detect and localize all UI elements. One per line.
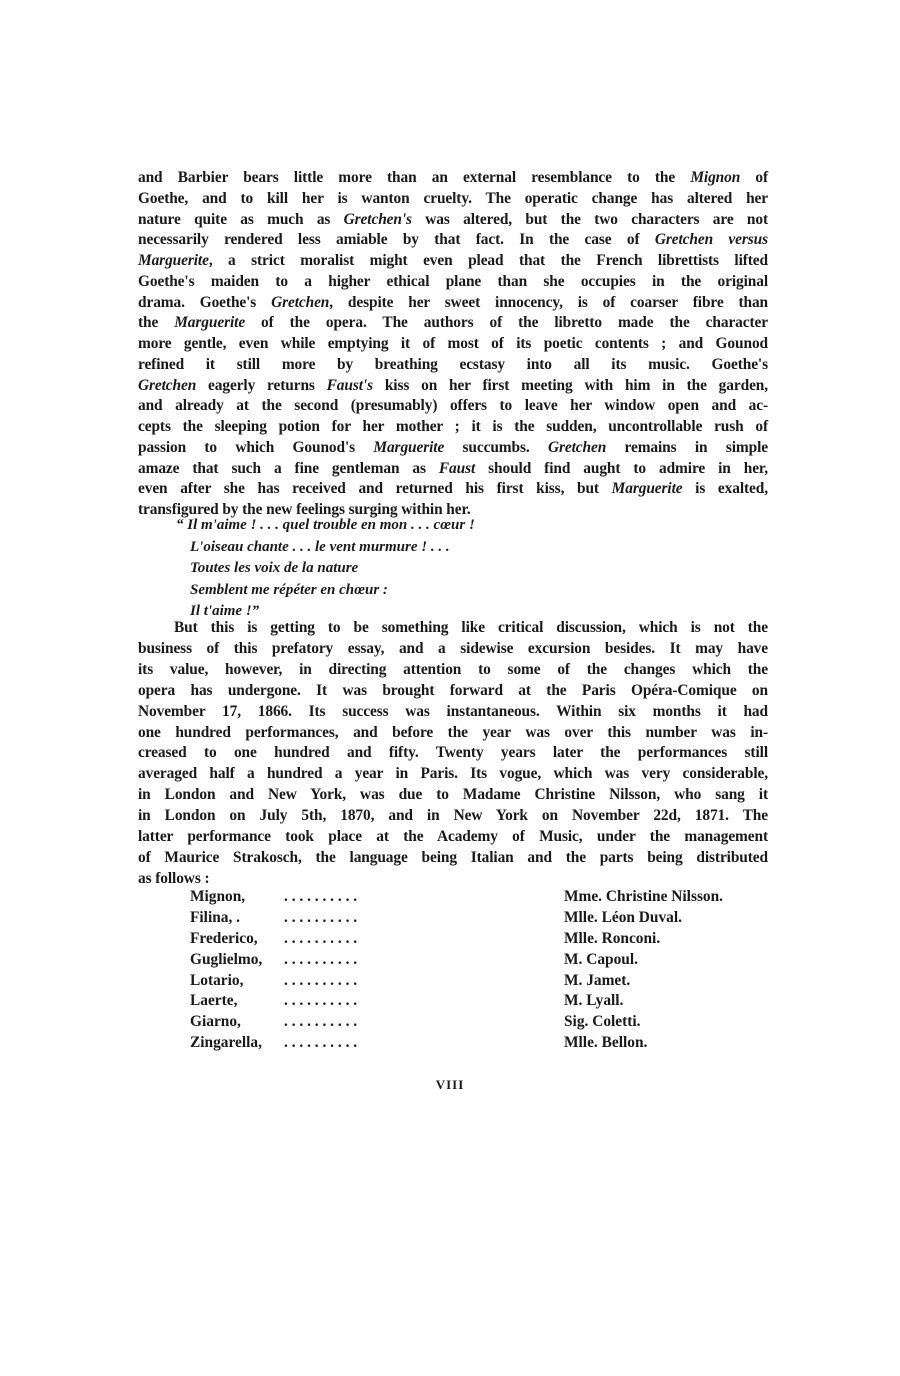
cast-singer: Mme. Christine Nilsson. [564, 888, 724, 905]
text-line: nature quite as much as Gretchen's was altered, but the two characters are not [138, 210, 768, 228]
dot-leader: . . . . . . . . . . [284, 950, 358, 968]
text-line: and already at the second (presumably) offers to leave her window open and ac- [138, 397, 768, 415]
text-line: even after she has received and returned his first kiss, but Marguerite is exalted, [138, 480, 768, 498]
cast-singer: M. Lyall. [564, 992, 624, 1010]
text-line: passion to which Gounod's Marguerite succumbs. Gretchen remains in simple [138, 438, 768, 456]
text-line: of Maurice Strakosch, the language being Italian and the parts being distributed [138, 848, 768, 866]
cast-singer: Mlle. Léon Duval. [564, 908, 682, 926]
text-line: in London and New York, was due to Madame Christine Nilsson, who sang it [138, 786, 768, 804]
quoted-verse [176, 515, 475, 623]
cast-role: Lotario, [190, 971, 244, 989]
cast-role: Mignon, [190, 888, 246, 905]
cast-singer: M. Jamet. [564, 971, 631, 989]
cast-row [190, 950, 780, 971]
cast-row [190, 887, 780, 908]
verse-line: Semblent me répéter en chœur : [190, 581, 388, 598]
text-line: transfigured by the new feelings surging within her. [138, 501, 471, 518]
essay-paragraph-2 [138, 618, 768, 890]
cast-singer: Mlle. Ronconi. [564, 929, 661, 947]
cast-row [190, 1033, 780, 1054]
cast-list [190, 887, 780, 1054]
verse-line: Toutes les voix de la nature [190, 560, 359, 576]
text-line: Goethe's maiden to a higher ethical plane than she occupies in the original [138, 272, 768, 290]
text-line: in London on July 5th, 1870, and in New York on November 22d, 1871. The [138, 807, 768, 825]
text-line: But this is getting to be something like critical discussion, which is not the [174, 619, 768, 636]
verse-line: L'oiseau chante . . . le vent murmure ! . . . [190, 538, 450, 555]
text-line: opera has undergone. It was brought forward at the Paris Opéra-Comique on [138, 681, 768, 699]
text-line: amaze that such a fine gentleman as Faust should find aught to admire in her, [138, 459, 768, 477]
dot-leader: . . . . . . . . . . [284, 992, 358, 1010]
cast-row [190, 991, 780, 1012]
cast-row [190, 929, 780, 950]
cast-role: Guglielmo, [190, 950, 263, 968]
text-line: November 17, 1866. Its success was instantaneous. Within six months it had [138, 702, 768, 720]
cast-row [190, 971, 780, 992]
text-line: creased to one hundred and fifty. Twenty years later the performances still [138, 744, 768, 762]
essay-paragraph-1 [138, 168, 768, 521]
dot-leader: . . . . . . . . . . [284, 908, 358, 926]
text-line: one hundred performances, and before the year was over this number was in- [138, 723, 768, 741]
dot-leader: . . . . . . . . . . [284, 971, 358, 989]
text-line: more gentle, even while emptying it of most of its poetic contents ; and Gounod [138, 335, 768, 352]
cast-row [190, 1012, 780, 1033]
cast-singer: Sig. Coletti. [564, 1013, 641, 1031]
text-line: Gretchen eagerly returns Faust's kiss on her first meeting with him in the garden, [138, 376, 769, 394]
dot-leader: . . . . . . . . . . [284, 929, 358, 947]
text-line: latter performance took place at the Academy of Music, under the management [138, 828, 768, 846]
cast-role: Giarno, [190, 1013, 241, 1031]
text-line: necessarily rendered less amiable by that fact. In the case of Gretchen versus [138, 231, 768, 249]
cast-role: Frederico, [190, 929, 258, 947]
text-line: its value, however, in directing attention to some of the changes which the [138, 660, 768, 678]
cast-singer: Mlle. Bellon. [564, 1034, 648, 1052]
text-line: Goethe, and to kill her is wanton cruelty. The operatic change has altered her [138, 189, 768, 207]
dot-leader: . . . . . . . . . . [284, 888, 358, 905]
verse-line: Il t'aime !” [190, 603, 260, 619]
text-line: as follows : [138, 869, 210, 887]
text-line: cepts the sleeping potion for her mother ; it is the sudden, uncontrollable rush of [138, 418, 768, 435]
text-line: and Barbier bears little more than an external resemblance to the Mignon of [138, 169, 768, 186]
text-line: the Marguerite of the opera. The authors of the libretto made the character [138, 314, 768, 332]
text-line: Marguerite, a strict moralist might even plead that the French librettists lifted [138, 252, 768, 269]
text-line: drama. Goethe's Gretchen, despite her sweet innocency, is of coarser fibre than [138, 293, 768, 311]
cast-singer: M. Capoul. [564, 950, 638, 968]
page-number: VIII [435, 1077, 465, 1092]
text-line: refined it still more by breathing ecstasy into all its music. Goethe's [138, 355, 768, 373]
dot-leader: . . . . . . . . . . [284, 1034, 358, 1052]
cast-role: Filina, . [190, 908, 241, 926]
cast-role: Laerte, [190, 992, 238, 1010]
verse-line: “ Il m'aime ! . . . quel trouble en mon . . . cœur ! [176, 517, 475, 533]
cast-role: Zingarella, [190, 1034, 262, 1052]
cast-row [190, 908, 780, 929]
text-line: averaged half a hundred a year in Paris. Its vogue, which was very considerable, [138, 765, 768, 783]
text-line: business of this prefatory essay, and a sidewise excursion besides. It may have [138, 639, 768, 657]
dot-leader: . . . . . . . . . . [284, 1013, 358, 1031]
